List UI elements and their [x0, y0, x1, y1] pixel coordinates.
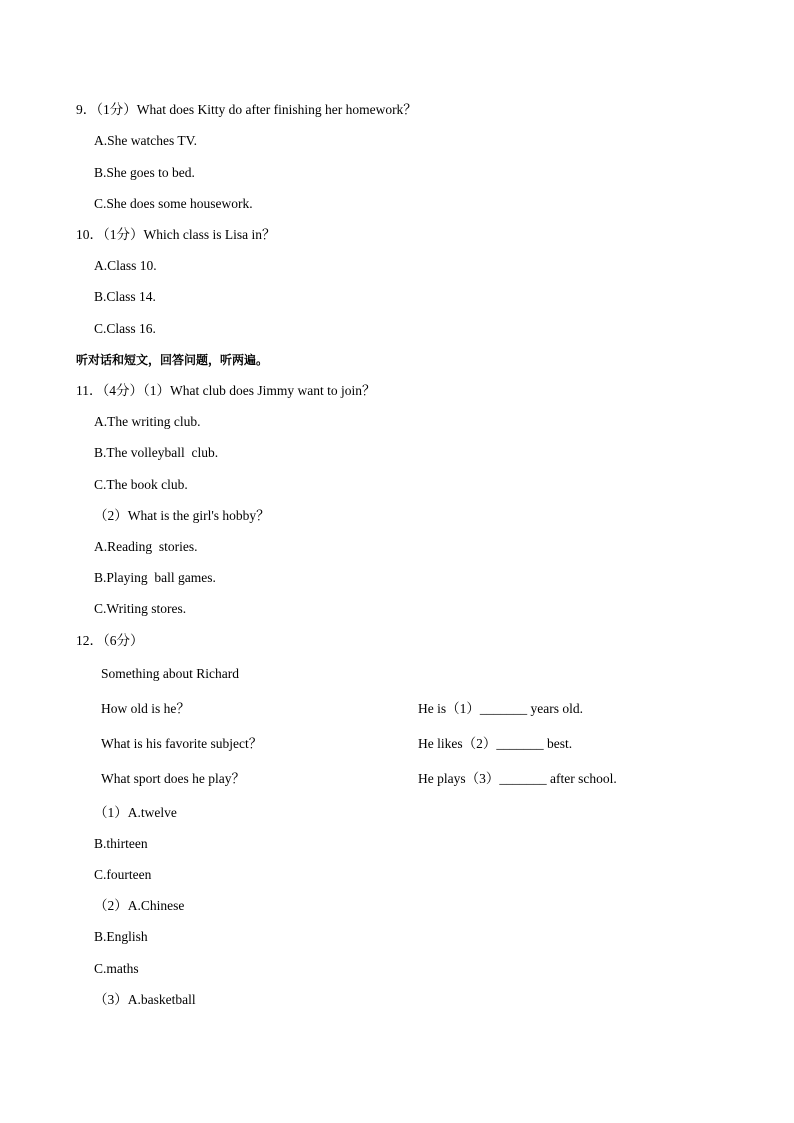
richard-table-answer-1: He is（1）_______ years old. [418, 701, 583, 716]
question-12-1-option-a[interactable]: （1）A.twelve [94, 805, 177, 820]
question-10-option-a[interactable]: A.Class 10. [94, 258, 157, 273]
question-11-2-option-b[interactable]: B.Playing ball games. [94, 570, 216, 585]
question-9-option-b[interactable]: B.She goes to bed. [94, 165, 195, 180]
question-11-2-option-c[interactable]: C.Writing stores. [94, 601, 187, 616]
question-11-stem: 11．（4分）（1）What club does Jimmy want to join？ [76, 383, 376, 398]
richard-table-title: Something about Richard [101, 666, 239, 681]
question-11-1-option-a[interactable]: A.The writing club. [94, 414, 201, 429]
richard-table-question-3: What sport does he play？ [101, 771, 245, 786]
question-12-3-option-a[interactable]: （3）A.basketball [94, 992, 196, 1007]
question-12-2-option-a[interactable]: （2）A.Chinese [94, 898, 185, 913]
question-11-1-option-c[interactable]: C.The book club. [94, 477, 188, 492]
richard-table-question-2: What is his favorite subject？ [101, 736, 263, 751]
question-9-option-a[interactable]: A.She watches TV. [94, 133, 197, 148]
richard-table-answer-2: He likes（2）_______ best. [418, 736, 573, 751]
question-11-2-option-a[interactable]: A.Reading stories. [94, 539, 198, 554]
question-11-1-option-b[interactable]: B.The volleyball club. [94, 445, 219, 460]
question-9-option-c[interactable]: C.She does some housework. [94, 196, 253, 211]
question-12-2-option-b[interactable]: B.English [94, 929, 148, 944]
question-11-2-stem: （2）What is the girl's hobby？ [94, 508, 270, 523]
question-10-stem: 10．（1分）Which class is Lisa in？ [76, 227, 276, 242]
richard-table-answer-3: He plays（3）_______ after school. [418, 771, 617, 786]
question-10-option-c[interactable]: C.Class 16. [94, 321, 156, 336]
question-12-2-option-c[interactable]: C.maths [94, 961, 139, 976]
question-12-1-option-b[interactable]: B.thirteen [94, 836, 148, 851]
question-9-stem: 9．（1分）What does Kitty do after finishing her homework？ [76, 102, 417, 117]
question-12-stem: 12．（6分） [76, 633, 144, 648]
richard-table-question-1: How old is he？ [101, 701, 190, 716]
section-heading: 听对话和短文，回答问题，听两遍。 [76, 353, 269, 367]
question-12-1-option-c[interactable]: C.fourteen [94, 867, 152, 882]
question-10-option-b[interactable]: B.Class 14. [94, 289, 156, 304]
